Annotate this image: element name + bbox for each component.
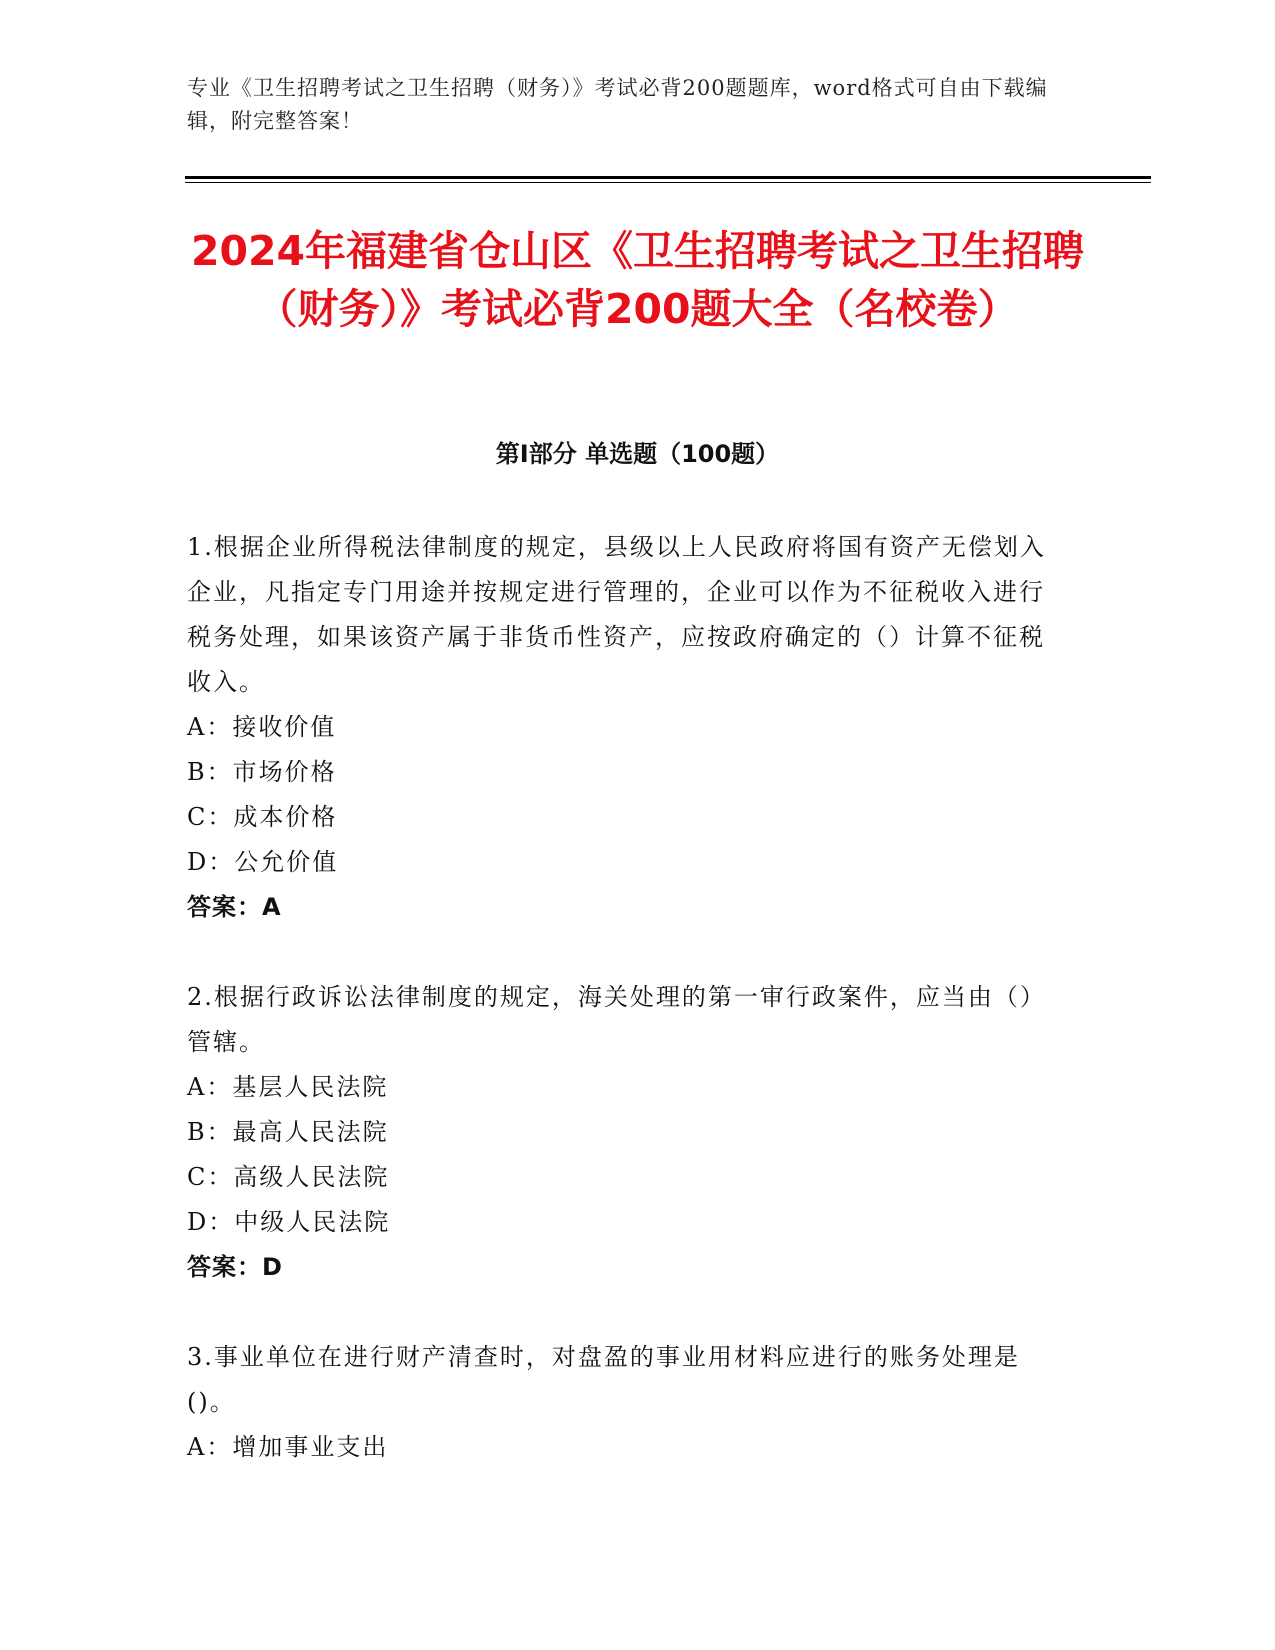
header-divider-thick <box>185 176 1151 179</box>
option-b: B：最高人民法院 <box>187 1118 389 1146</box>
option-b: B：市场价格 <box>187 758 337 786</box>
section-title: 第I部分 单选题（100题） <box>495 440 780 468</box>
option-c: C：高级人民法院 <box>187 1163 390 1191</box>
option-c: C：成本价格 <box>187 803 338 831</box>
document-title: 2024年福建省仓山区《卫生招聘考试之卫生招聘（财务）》考试必背200题大全（名校卷） <box>190 227 1085 333</box>
question-text: 1.根据企业所得税法律制度的规定，县级以上人民政府将国有资产无偿划入企业，凡指定专门用途并按规定进行管理的，企业可以作为不征税收入进行税务处理，如果该资产属于非货币性资产，应按政府确定的（）计算不征税收入。 <box>187 533 1046 696</box>
answer: 答案：A <box>187 893 282 921</box>
question-3 <box>187 1335 1067 1470</box>
answer: 答案：D <box>187 1253 283 1281</box>
question-text: 3.事业单位在进行财产清查时，对盘盈的事业用材料应进行的账务处理是()。 <box>187 1343 1020 1416</box>
option-d: D：公允价值 <box>187 848 339 876</box>
option-d: D：中级人民法院 <box>187 1208 391 1236</box>
option-a: A：接收价值 <box>187 713 337 741</box>
question-text: 2.根据行政诉讼法律制度的规定，海关处理的第一审行政案件，应当由（）管辖。 <box>187 983 1046 1056</box>
header-note: 专业《卫生招聘考试之卫生招聘（财务）》考试必背200题题库，word格式可自由下载编辑，附完整答案！ <box>187 76 1048 133</box>
header-divider-thin <box>185 182 1151 183</box>
question-list <box>187 525 1067 1470</box>
question-2 <box>187 975 1067 1290</box>
option-a: A：增加事业支出 <box>187 1433 389 1461</box>
question-1 <box>187 525 1067 930</box>
option-a: A：基层人民法院 <box>187 1073 389 1101</box>
